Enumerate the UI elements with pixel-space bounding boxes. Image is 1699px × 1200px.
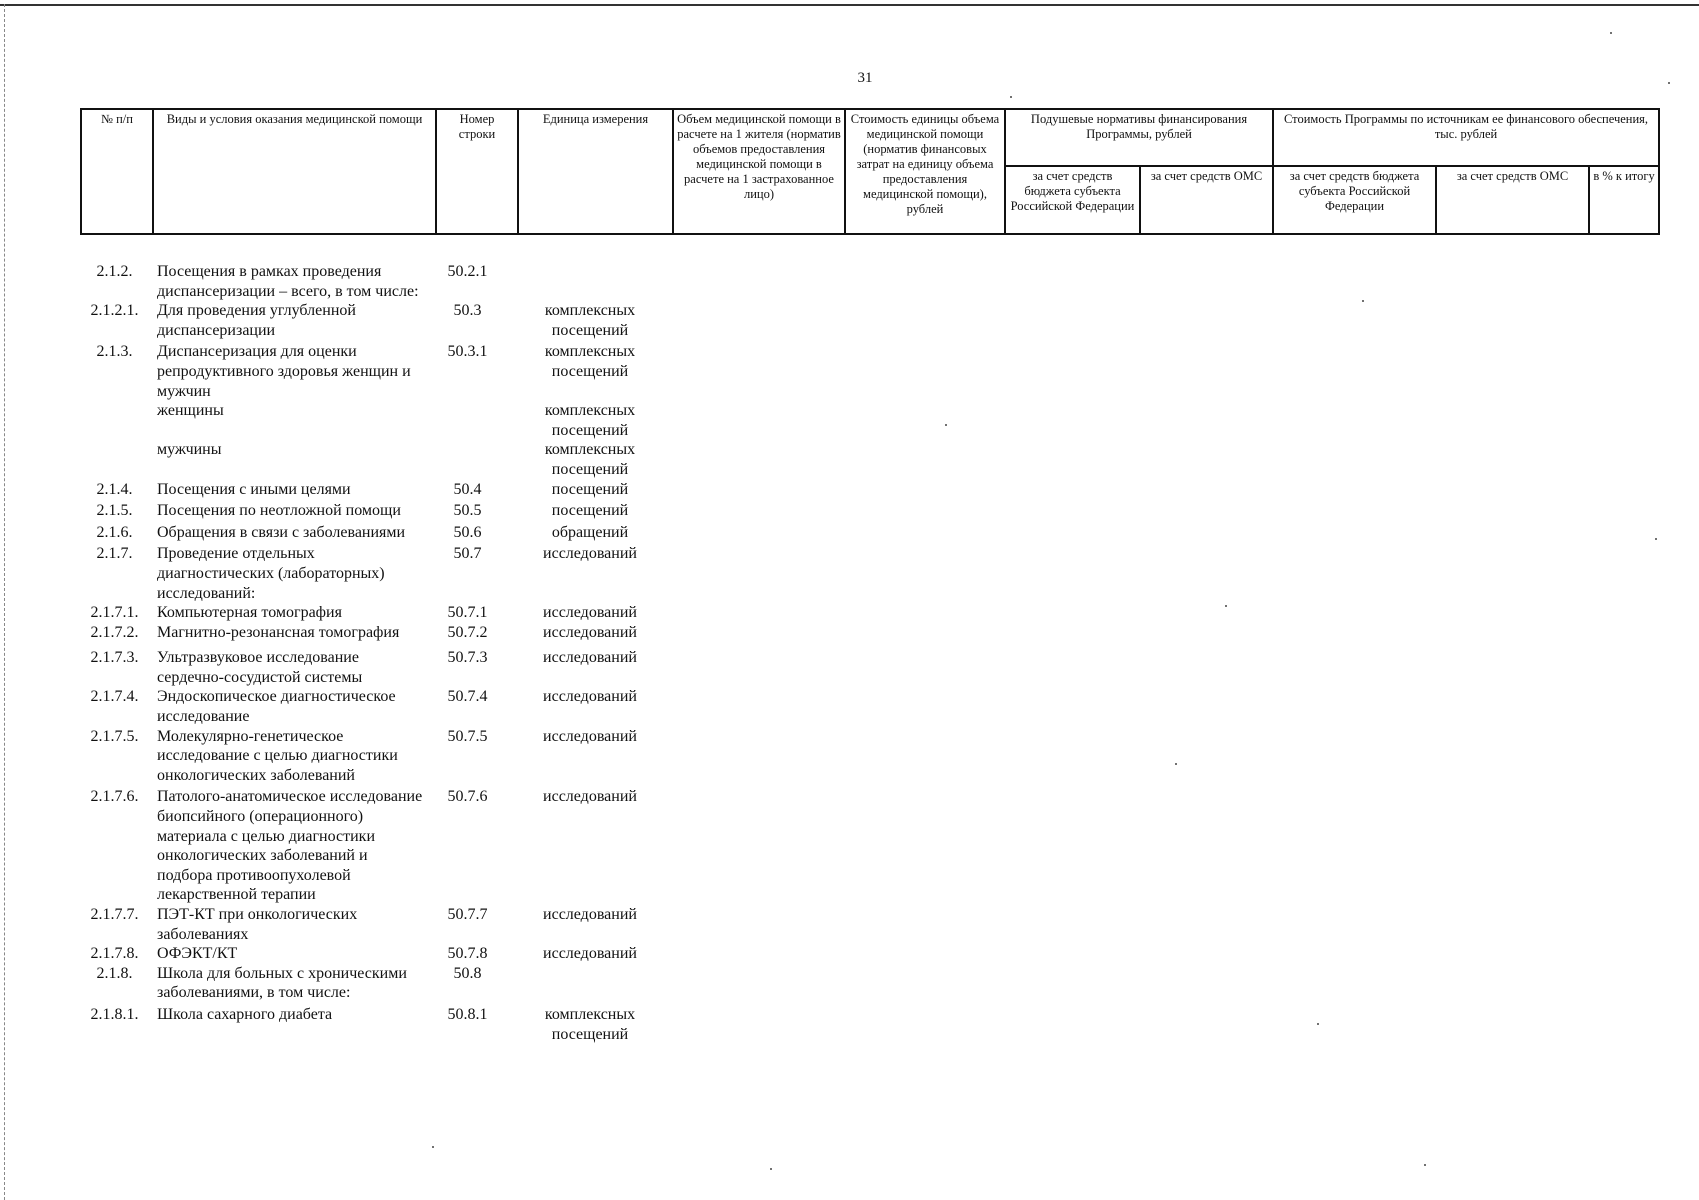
row-unit: посещений bbox=[551, 480, 629, 498]
row-name: Патолого-анатомическое исследование биопсийного (операционного) материала с целью диагностики онкологических заболеваний и подбора противоопухолевой лекарственной терапии bbox=[157, 788, 423, 904]
scan-top-border bbox=[0, 4, 1699, 6]
scan-speck bbox=[1010, 96, 1012, 98]
row-unit: посещений bbox=[551, 502, 629, 520]
row-code: 50.4 bbox=[453, 480, 482, 498]
header-per-capita: Подушевые нормативы финансирования Программы, рублей bbox=[1005, 109, 1273, 166]
row-number: 2.1.8.1. bbox=[90, 1005, 139, 1023]
row-name: ПЭТ-КТ при онкологических заболеваниях bbox=[157, 906, 358, 943]
table-row bbox=[80, 523, 680, 543]
scan-speck bbox=[432, 1146, 434, 1148]
scan-speck bbox=[1668, 82, 1670, 84]
row-number: 2.1.7.6. bbox=[90, 788, 139, 806]
row-name: Диспансеризация для оценки репродуктивного здоровья женщин и мужчин bbox=[157, 343, 411, 400]
table-row bbox=[80, 401, 680, 440]
row-unit: исследований bbox=[543, 906, 637, 923]
row-unit: исследований bbox=[543, 788, 637, 806]
row-unit: комплексных посещений bbox=[544, 343, 636, 380]
table-row bbox=[80, 262, 680, 301]
row-code: 50.6 bbox=[453, 523, 482, 541]
row-name: Посещения в рамках проведения диспансеризации – всего, в том числе: bbox=[157, 263, 419, 300]
table-row bbox=[80, 944, 680, 964]
table-row bbox=[80, 623, 680, 643]
row-number: 2.1.7.3. bbox=[90, 649, 139, 667]
row-code: 50.7 bbox=[453, 545, 482, 563]
scan-speck bbox=[770, 1168, 772, 1170]
row-unit bbox=[510, 262, 670, 301]
row-code: 50.7.5 bbox=[447, 727, 488, 745]
row-code: 50.7.4 bbox=[447, 688, 488, 706]
table-row bbox=[80, 787, 680, 905]
row-name: Компьютерная томография bbox=[157, 604, 342, 622]
row-code: 50.8 bbox=[453, 964, 482, 982]
row-unit: комплексных посещений bbox=[544, 402, 636, 439]
row-unit: комплексных посещений bbox=[544, 1005, 636, 1043]
scan-speck bbox=[1424, 1164, 1426, 1166]
scan-speck bbox=[1225, 605, 1227, 607]
table-row bbox=[80, 687, 680, 726]
row-number: 2.1.3. bbox=[96, 343, 133, 361]
scan-speck bbox=[945, 424, 947, 426]
row-unit: исследований bbox=[543, 945, 637, 963]
row-unit: исследований bbox=[543, 649, 637, 667]
row-number: 2.1.7.7. bbox=[90, 906, 139, 923]
row-code: 50.7.6 bbox=[447, 788, 488, 806]
table-row bbox=[80, 1005, 680, 1044]
table-row bbox=[80, 301, 680, 340]
row-number: 2.1.7.4. bbox=[90, 688, 139, 706]
row-unit: исследований bbox=[543, 604, 637, 622]
scan-speck bbox=[1610, 32, 1612, 34]
row-number: 2.1.7.8. bbox=[90, 945, 139, 963]
scan-left-border bbox=[4, 4, 5, 1200]
scan-speck bbox=[1175, 763, 1177, 765]
row-code: 50.7.7 bbox=[447, 906, 488, 923]
header-type: Виды и условия оказания медицинской помощи bbox=[153, 109, 436, 234]
row-unit: исследований bbox=[543, 688, 637, 706]
row-unit: комплексных посещений bbox=[544, 302, 636, 339]
row-number: 2.1.2. bbox=[96, 263, 133, 280]
row-number: 2.1.2.1. bbox=[90, 302, 139, 320]
row-code bbox=[425, 401, 510, 440]
table-header bbox=[80, 108, 1660, 235]
table-row bbox=[80, 905, 680, 944]
header-program-cost-oms: за счет средств ОМС bbox=[1436, 166, 1589, 234]
table-row bbox=[80, 603, 680, 623]
row-code: 50.5 bbox=[453, 502, 482, 520]
scan-speck bbox=[1362, 300, 1364, 302]
header-per-capita-budget: за счет средств бюджета субъекта Российской Федерации bbox=[1005, 166, 1140, 234]
row-unit: исследований bbox=[543, 623, 637, 641]
row-number: 2.1.4. bbox=[96, 480, 133, 498]
header-cost: Стоимость единицы объема медицинской помощи (норматив финансовых затрат на единицу объема предоставления медицинской помощи), рублей bbox=[845, 109, 1005, 234]
row-name: Посещения с иными целями bbox=[157, 480, 351, 498]
header-program-cost-percent: в % к итогу bbox=[1589, 166, 1659, 234]
page-number: 31 bbox=[857, 70, 873, 86]
header-volume: Объем медицинской помощи в расчете на 1 жителя (норматив объемов предоставления медицинской помощи в расчете на 1 застрахованное лицо) bbox=[673, 109, 845, 234]
scan-speck bbox=[1317, 1023, 1319, 1025]
row-code: 50.3.1 bbox=[447, 343, 488, 361]
header-per-capita-oms: за счет средств ОМС bbox=[1140, 166, 1273, 234]
row-code: 50.7.1 bbox=[447, 604, 488, 622]
row-unit bbox=[510, 964, 670, 1003]
row-number bbox=[80, 440, 155, 479]
table-row bbox=[80, 440, 680, 479]
row-name: Магнитно-резонансная томография bbox=[157, 623, 400, 641]
header-program-cost: Стоимость Программы по источникам ее финансового обеспечения, тыс. рублей bbox=[1273, 109, 1659, 166]
row-number: 2.1.7.2. bbox=[90, 623, 139, 641]
row-number: 2.1.5. bbox=[96, 502, 133, 520]
table-body bbox=[80, 262, 680, 1044]
row-code: 50.3 bbox=[453, 302, 482, 320]
scan-speck bbox=[1655, 538, 1657, 540]
row-name: Ультразвуковое исследование сердечно-сосудистой системы bbox=[157, 649, 363, 686]
header-row-number: Номер строки bbox=[436, 109, 518, 234]
header-unit: Единица измерения bbox=[518, 109, 673, 234]
table-row bbox=[80, 480, 680, 500]
row-name: Школа для больных с хроническими заболеваниями, в том числе: bbox=[157, 964, 407, 1002]
table-row bbox=[80, 648, 680, 687]
row-unit: исследований bbox=[543, 727, 637, 745]
table-row bbox=[80, 727, 680, 786]
row-code: 50.8.1 bbox=[447, 1005, 488, 1023]
table-row bbox=[80, 342, 680, 401]
table-row bbox=[80, 501, 680, 521]
row-name: Молекулярно-генетическое исследование с целью диагностики онкологических заболеваний bbox=[157, 727, 398, 784]
row-unit: комплексных посещений bbox=[544, 441, 636, 478]
row-code: 50.7.2 bbox=[447, 623, 488, 641]
row-number: 2.1.7.1. bbox=[90, 604, 139, 622]
row-name: Для проведения углубленной диспансеризации bbox=[157, 302, 356, 339]
row-name: мужчины bbox=[157, 441, 222, 459]
row-code: 50.2.1 bbox=[447, 263, 488, 280]
row-name: Обращения в связи с заболеваниями bbox=[157, 523, 406, 541]
table-row bbox=[80, 544, 680, 603]
row-number: 2.1.8. bbox=[96, 964, 133, 982]
row-number: 2.1.7.5. bbox=[90, 727, 139, 745]
row-unit: обращений bbox=[551, 523, 629, 541]
row-name: ОФЭКТ/КТ bbox=[157, 945, 238, 963]
row-unit: исследований bbox=[543, 545, 637, 563]
table-row bbox=[80, 964, 680, 1003]
row-code: 50.7.3 bbox=[447, 649, 488, 667]
row-code bbox=[425, 440, 510, 479]
row-name: Школа сахарного диабета bbox=[157, 1005, 333, 1023]
row-name: женщины bbox=[157, 402, 224, 420]
row-name: Эндоскопическое диагностическое исследование bbox=[157, 688, 396, 726]
row-number: 2.1.6. bbox=[96, 523, 133, 541]
header-num: № п/п bbox=[81, 109, 153, 234]
row-code: 50.7.8 bbox=[447, 945, 488, 963]
row-name: Проведение отдельных диагностических (лабораторных) исследований: bbox=[157, 545, 385, 602]
row-number: 2.1.7. bbox=[96, 545, 133, 563]
row-number bbox=[80, 401, 155, 440]
header-program-cost-budget: за счет средств бюджета субъекта Российской Федерации bbox=[1273, 166, 1436, 234]
row-name: Посещения по неотложной помощи bbox=[157, 502, 401, 520]
